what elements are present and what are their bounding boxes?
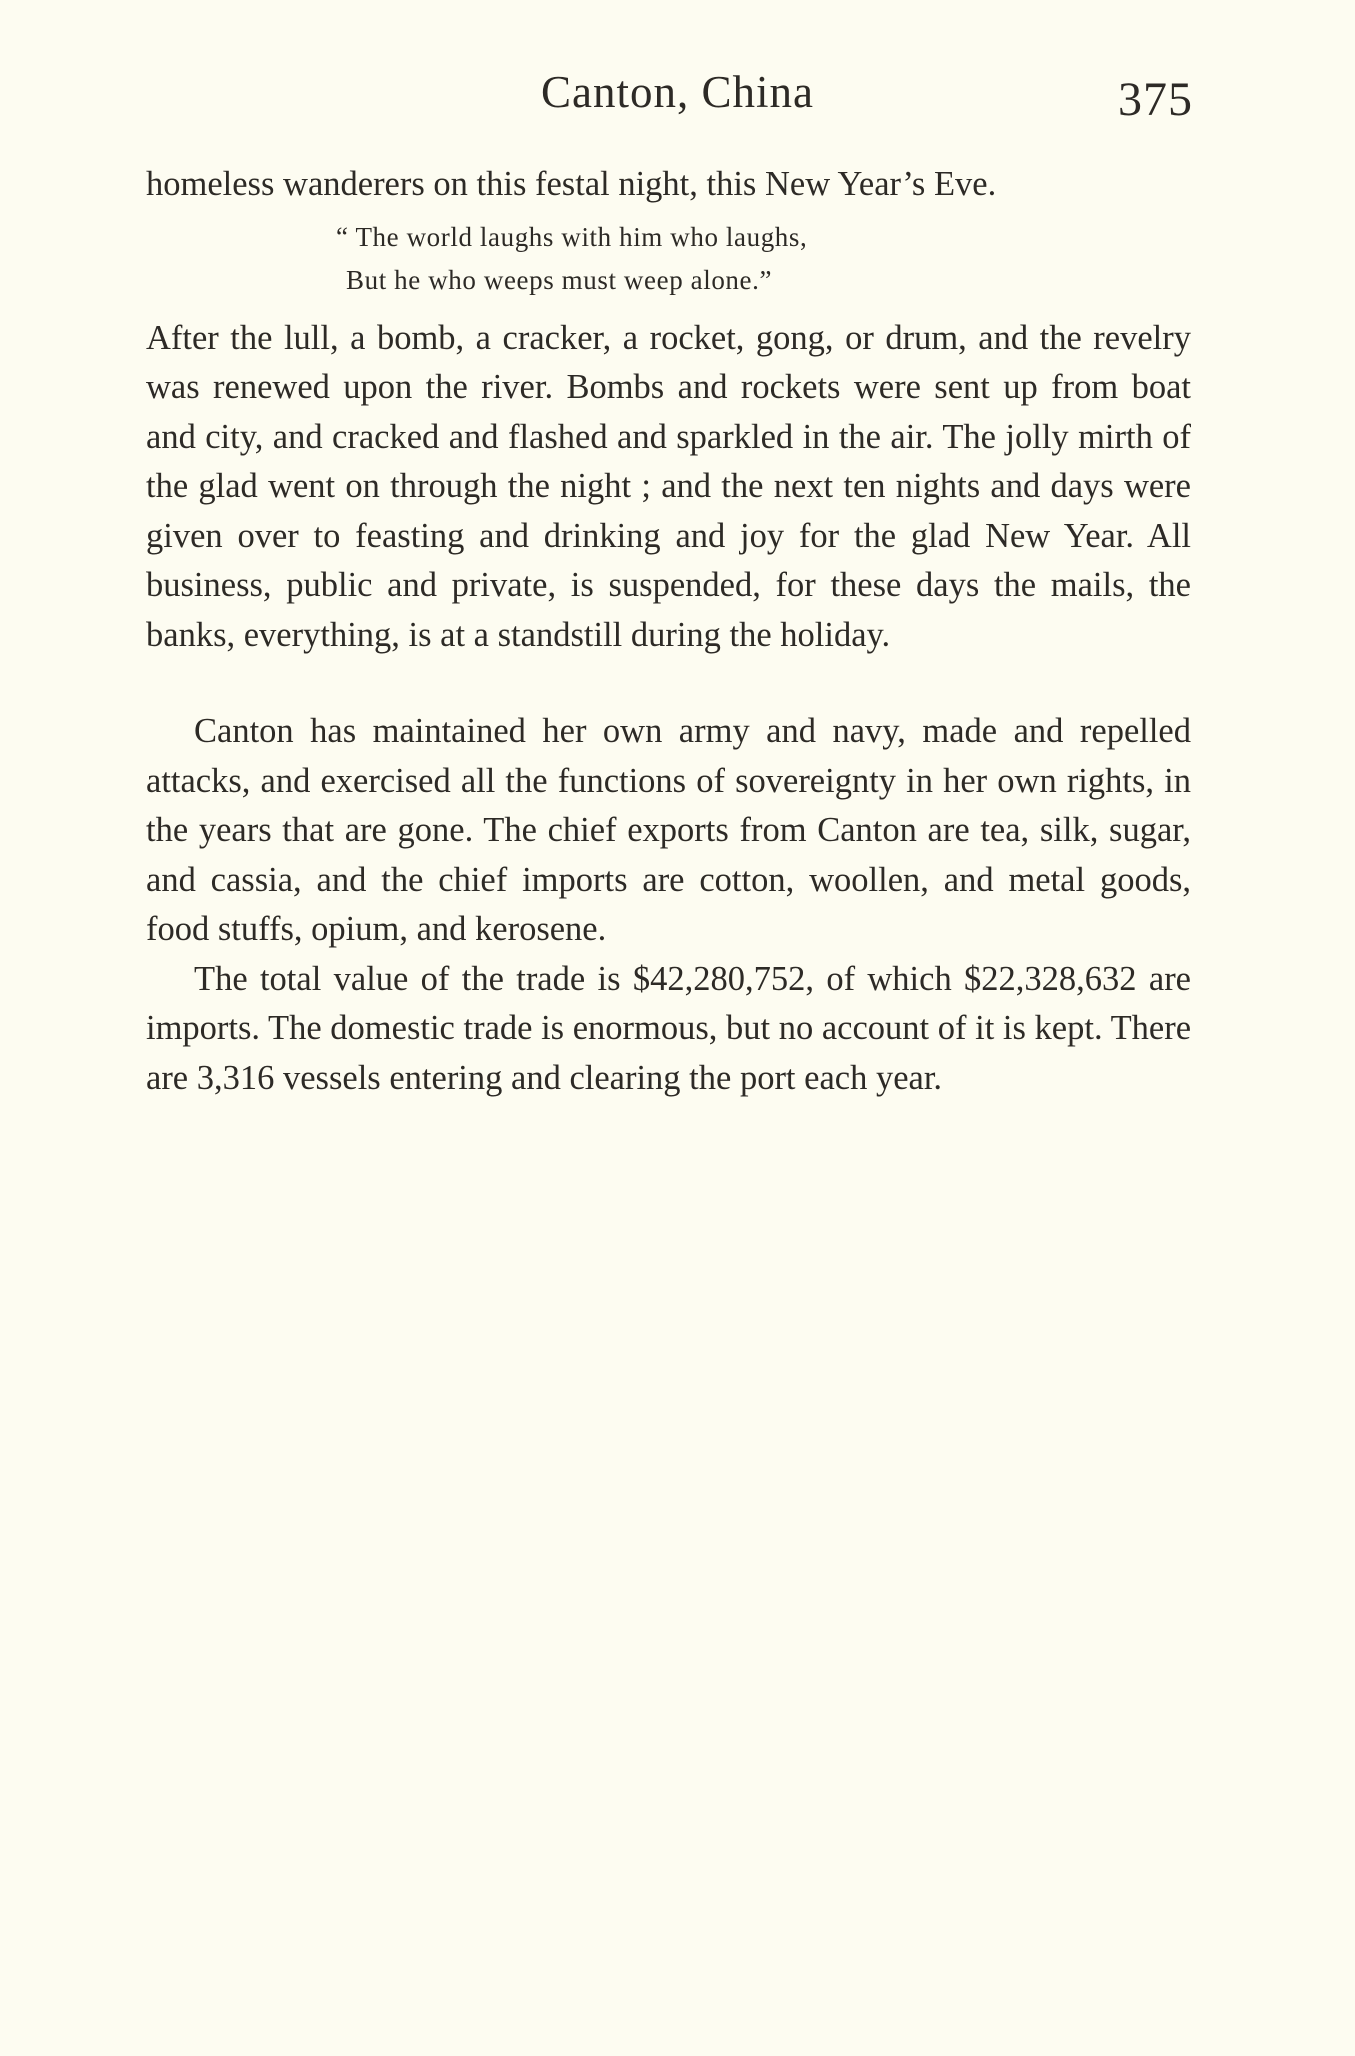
paragraph: Canton has maintained her own army and navy, made and repelled attacks, and exercised all the functions of sovereignty in her own rights, in the years that are gone. The chief exports from Canton are tea, silk, sugar, and cassia, and the chief imports are cotton, woollen, and metal goods, food stuffs, opium, and kerosene. [146,712,1191,948]
paragraph-continuation: homeless wanderers on this festal night, this New Year’s Eve. [146,165,997,203]
paragraph: After the lull, a bomb, a cracker, a rocket, gong, or drum, and the revelry was renewed upon the river. Bombs and rockets were sent up from boat and city, and cracked and flashed and sparkled in the air. The jolly mirth of the glad went on through the night ; and the next ten nights and days were given over to feasting and drinking and joy for the glad New Year. All business, public and private, is suspended, for these days the mails, the banks, everything, is at a standstill during the holiday. [146,318,1191,654]
paragraph: The total value of the trade is $42,280,752, of which $22,328,632 are imports. The domestic trade is enormous, but no account of it is kept. There are 3,316 vessels entering and clearing the port each year. [146,959,1192,1097]
body-text [146,160,1191,1103]
running-head [0,62,1355,132]
verse-line: But he who weeps must weep alone.” [346,264,773,295]
verse-line: “ The world laughs with him who laughs, [336,221,808,252]
page-number: 375 [1118,73,1193,126]
verse-quotation [146,216,1191,302]
running-title: Canton, China [541,67,814,117]
